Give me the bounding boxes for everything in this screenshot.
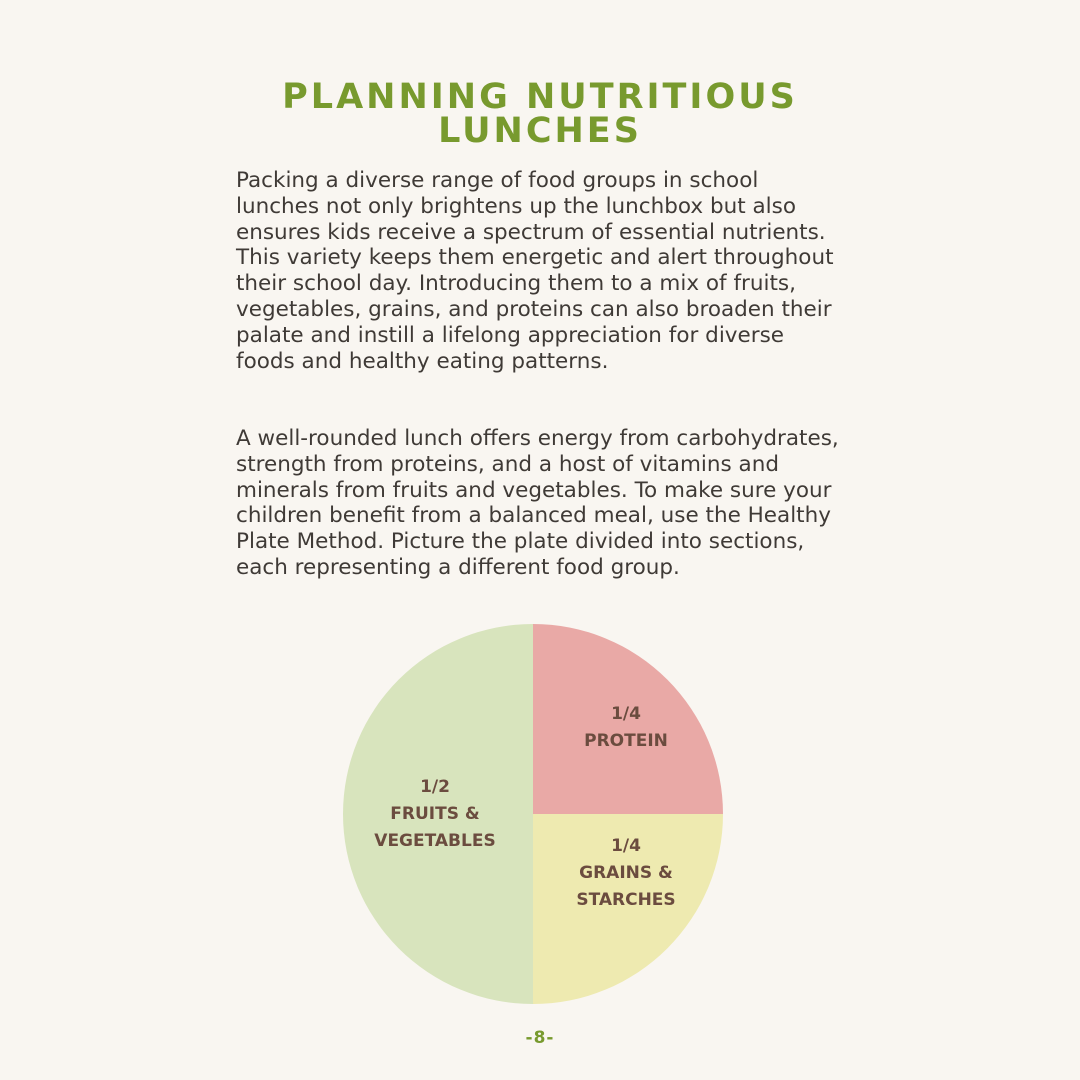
grains-name-label-line-1: GRAINS & (579, 863, 673, 883)
plate-method-paragraph: A well-rounded lunch offers energy from carbohydrates, strength from proteins, and a host of vitamins and minerals from fruits and vegetables. To make sure your children benefit from a balanced meal, use the Healthy Plate Method. Picture the plate divided into sections, each representing a different food group. (236, 426, 839, 580)
healthy-plate-chart (343, 624, 723, 1004)
title-line-1: PLANNING NUTRITIOUS (282, 77, 798, 117)
fruits-veg-name-label-line-1: FRUITS & (390, 804, 480, 824)
protein-name-label: PROTEIN (584, 731, 668, 751)
grains-fraction-label: 1/4 (611, 836, 641, 856)
protein-fraction-label: 1/4 (611, 704, 641, 724)
page-title (0, 77, 1080, 151)
page-number: -8- (525, 1028, 555, 1048)
fruits-veg-fraction-label: 1/2 (420, 777, 450, 797)
title-line-2: LUNCHES (438, 111, 642, 151)
intro-paragraph: Packing a diverse range of food groups in school lunches not only brightens up the lunchbox but also ensures kids receive a spectrum of essential nutrients. This variety keeps them energetic and alert throughout their school day. Introducing them to a mix of fruits, vegetables, grains, and proteins can also broaden their palate and instill a lifelong appreciation for diverse foods and healthy eating patterns. (236, 168, 834, 374)
grains-name-label-line-2: STARCHES (576, 890, 676, 910)
fruits-veg-name-label-line-2: VEGETABLES (374, 831, 496, 851)
